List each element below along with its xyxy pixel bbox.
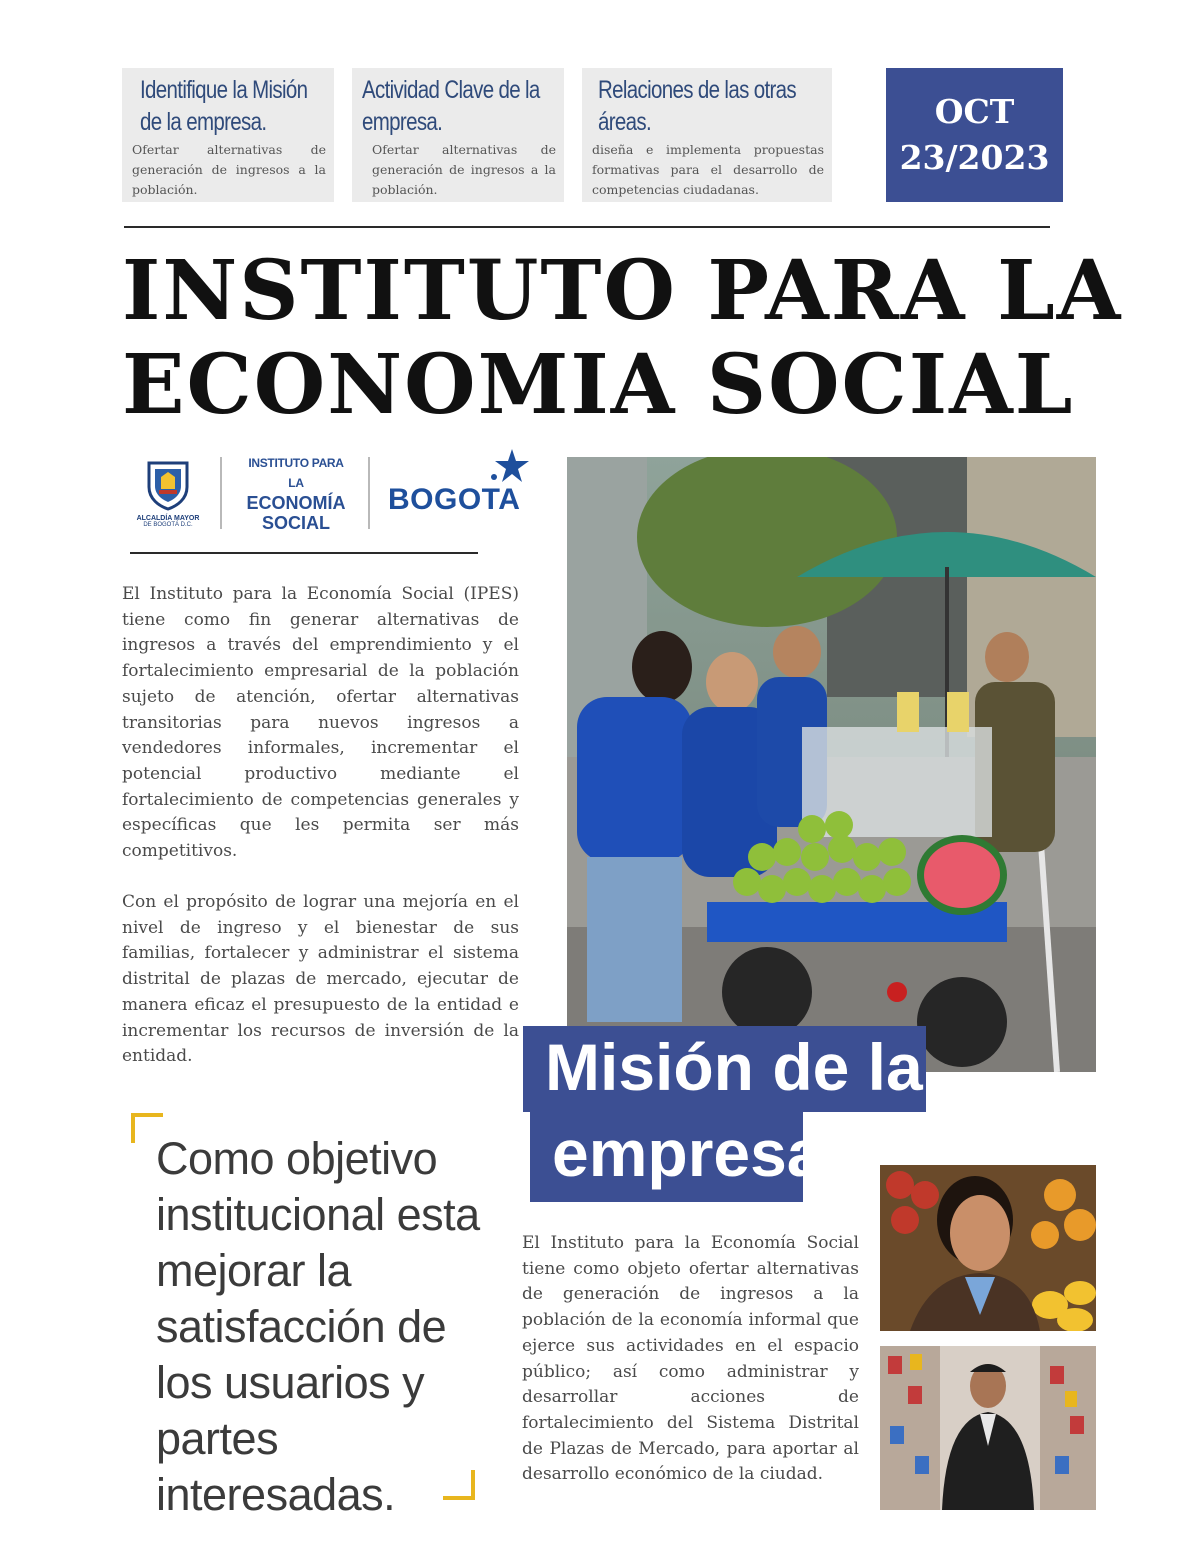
coat-of-arms-icon (145, 459, 191, 511)
intro-paragraph-2: Con el propósito de lograr una mejoría en el nivel de ingreso y el bienestar de sus familias, fortalecer y administrar el sistema distrital de plazas de mercado, ejecutar de manera eficaz el presupuesto de la entidad e incrementar los recursos de inversión de la entidad. (122, 892, 519, 1067)
info-box-relations (582, 68, 832, 202)
info-box-title: áreas. (598, 108, 652, 136)
logo-divider (220, 457, 222, 529)
logo-strip (128, 448, 538, 538)
ies-logo-line-1: INSTITUTO PARA LA (248, 456, 344, 490)
section-banner-line-2: empresa (530, 1112, 803, 1202)
info-box-title: Relaciones de las otras (598, 76, 797, 104)
info-box-title: Identifique la Misión (140, 76, 308, 104)
info-box-text: Ofertar alternativas de generación de ingresos a la población. (372, 142, 556, 197)
mission-paragraph: El Instituto para la Economía Social tiene como objeto ofertar alternativas de generación de ingresos a la población de la economía informal que ejerce sus actividades en el espacio público; así como administrar y desarrollar acciones de fortalecimiento del Sistema Distrital de Plazas de Mercado, para aportar al desarrollo económico de la ciudad. (522, 1233, 859, 1485)
info-box-title: empresa. (362, 108, 443, 136)
logo-divider (368, 457, 370, 529)
vendor-man-photo (880, 1346, 1096, 1510)
date-month: OCT (934, 92, 1015, 131)
alcaldia-sublabel: DE BOGOTÁ D.C. (143, 521, 193, 528)
info-box-text: Ofertar alternativas de generación de ingresos a la población. (132, 142, 326, 197)
date-badge (886, 68, 1063, 202)
top-divider (124, 226, 1050, 228)
ies-logo-line-2: ECONOMÍA (246, 493, 346, 513)
section-banner-line-1: Misión de la (523, 1026, 926, 1112)
info-box-title: de la empresa. (140, 108, 267, 136)
alcaldia-logo (128, 459, 208, 528)
page-title-line-1: INSTITUTO PARA LA (122, 243, 1123, 339)
quote-close-bracket-icon (443, 1470, 475, 1500)
objective-quote: Como objetivo institucional esta mejorar la satisfacción de los usuarios y partes interesadas. (156, 1133, 480, 1520)
info-box-text: diseña e implementa propuestas formativas para el desarrollo de competencias ciudadanas. (592, 142, 824, 197)
ies-logo (240, 453, 352, 533)
page-title-line-2: ECONOMIA SOCIAL (122, 337, 1075, 433)
star-icon (488, 447, 534, 487)
logo-underline (130, 552, 478, 554)
info-box-mission (122, 68, 334, 202)
alcaldia-label: ALCALDÍA MAYOR (136, 514, 200, 522)
street-vendor-photo (567, 457, 1096, 1072)
info-box-activity (352, 68, 564, 202)
bogota-logo (388, 453, 538, 533)
info-box-title: Actividad Clave de la (362, 76, 540, 104)
date-day-year: 23/2023 (899, 138, 1050, 177)
intro-paragraph-1: El Instituto para la Economía Social (IPES) tiene como fin generar alternativas de ingresos a través del emprendimiento y el fortalecimiento empresarial de la población sujeto de atención, ofertar alternativas transitorias para nuevos ingresos a vendedores informales, incrementar el potencial productivo mediante el fortalecimiento de competencias generales y específicas que les permita ser más competitivos. (122, 584, 519, 862)
vendor-woman-photo (880, 1165, 1096, 1331)
ies-logo-line-3: SOCIAL (261, 513, 330, 533)
bogota-wordmark: BOGOTA (388, 483, 521, 516)
